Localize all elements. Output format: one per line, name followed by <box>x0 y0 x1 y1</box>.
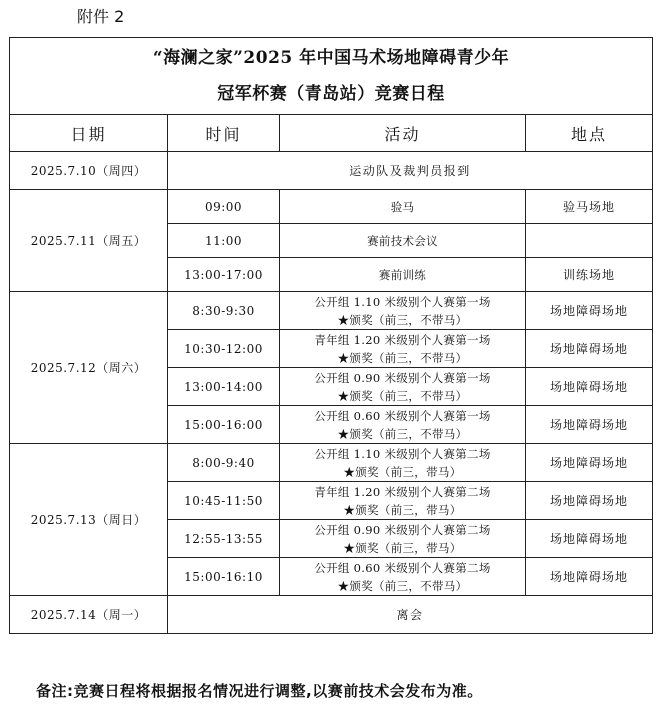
location-cell <box>526 224 653 258</box>
award-line: ★颁奖（前三，带马） <box>343 502 462 517</box>
activity-cell <box>280 224 526 258</box>
location-cell: 场地障碍场地 <box>526 482 653 520</box>
award-line: ★颁奖（前三，带马） <box>343 540 462 555</box>
activity-cell <box>280 444 526 482</box>
award-line: ★颁奖（前三，不带马） <box>337 578 468 593</box>
activity-line: 公开组 1.10 米级别个人赛第一场 <box>314 294 491 309</box>
location-cell: 验马场地 <box>526 190 653 224</box>
activity-cell <box>280 520 526 558</box>
time-cell: 8:00-9:40 <box>168 444 280 482</box>
table-row <box>10 596 653 634</box>
activity-cell <box>280 558 526 596</box>
time-cell: 12:55-13:55 <box>168 520 280 558</box>
table-row <box>10 444 653 482</box>
footnote: 备注:竞赛日程将根据报名情况进行调整,以赛前技术会发布为准。 <box>36 682 483 700</box>
table-row <box>10 152 653 190</box>
activity-line: 公开组 0.60 米级别个人赛第二场 <box>314 560 491 575</box>
location-cell: 场地障碍场地 <box>526 292 653 330</box>
time-cell: 10:30-12:00 <box>168 330 280 368</box>
award-line: ★颁奖（前三，不带马） <box>337 312 468 327</box>
location-cell: 场地障碍场地 <box>526 330 653 368</box>
activity-line: 公开组 0.90 米级别个人赛第二场 <box>314 522 491 537</box>
activity-cell: 运动队及裁判员报到 <box>168 152 653 190</box>
time-cell: 13:00-17:00 <box>168 258 280 292</box>
location-cell: 场地障碍场地 <box>526 558 653 596</box>
activity-cell <box>280 406 526 444</box>
table-row <box>10 292 653 330</box>
title-line-1: “海澜之家”2025 年中国马术场地障碍青少年 <box>152 48 510 68</box>
column-header-date: 日期 <box>10 115 168 152</box>
schedule-table <box>9 37 653 634</box>
activity-cell <box>280 292 526 330</box>
activity-cell: 离会 <box>168 596 653 634</box>
time-cell: 11:00 <box>168 224 280 258</box>
activity-cell <box>280 258 526 292</box>
location-cell: 训练场地 <box>526 258 653 292</box>
activity-line: 青年组 1.20 米级别个人赛第一场 <box>314 332 491 347</box>
award-line: ★颁奖（前三，不带马） <box>337 388 468 403</box>
date-cell: 2025.7.10（周四） <box>10 152 168 190</box>
date-cell: 2025.7.12（周六） <box>10 292 168 444</box>
time-cell: 8:30-9:30 <box>168 292 280 330</box>
activity-cell <box>280 330 526 368</box>
attachment-label: 附件 2 <box>77 7 125 26</box>
award-line: ★颁奖（前三，带马） <box>343 464 462 479</box>
column-header-activity: 活动 <box>280 115 526 152</box>
activity-line: 公开组 0.60 米级别个人赛第一场 <box>314 408 491 423</box>
document-title <box>10 38 653 115</box>
activity-line: 青年组 1.20 米级别个人赛第二场 <box>314 484 491 499</box>
date-cell: 2025.7.11（周五） <box>10 190 168 292</box>
location-cell: 场地障碍场地 <box>526 520 653 558</box>
activity-cell <box>280 368 526 406</box>
title-line-2: 冠军杯赛（青岛站）竞赛日程 <box>217 84 445 104</box>
column-header-location: 地点 <box>526 115 653 152</box>
award-line: ★颁奖（前三，不带马） <box>337 426 468 441</box>
activity-cell <box>280 482 526 520</box>
time-cell: 15:00-16:00 <box>168 406 280 444</box>
activity-line: 公开组 1.10 米级别个人赛第二场 <box>314 446 491 461</box>
award-line: ★颁奖（前三，不带马） <box>337 350 468 365</box>
activity-cell <box>280 190 526 224</box>
activity-line: 验马 <box>390 199 415 214</box>
time-cell: 15:00-16:10 <box>168 558 280 596</box>
time-cell: 09:00 <box>168 190 280 224</box>
column-header-time: 时间 <box>168 115 280 152</box>
header-row <box>10 115 653 152</box>
activity-line: 赛前训练 <box>378 267 427 282</box>
location-cell: 场地障碍场地 <box>526 406 653 444</box>
location-cell: 场地障碍场地 <box>526 444 653 482</box>
activity-line: 赛前技术会议 <box>367 233 438 248</box>
date-cell: 2025.7.13（周日） <box>10 444 168 596</box>
time-cell: 13:00-14:00 <box>168 368 280 406</box>
location-cell: 场地障碍场地 <box>526 368 653 406</box>
activity-line: 公开组 0.90 米级别个人赛第一场 <box>314 370 491 385</box>
time-cell: 10:45-11:50 <box>168 482 280 520</box>
date-cell: 2025.7.14（周一） <box>10 596 168 634</box>
table-row <box>10 190 653 224</box>
